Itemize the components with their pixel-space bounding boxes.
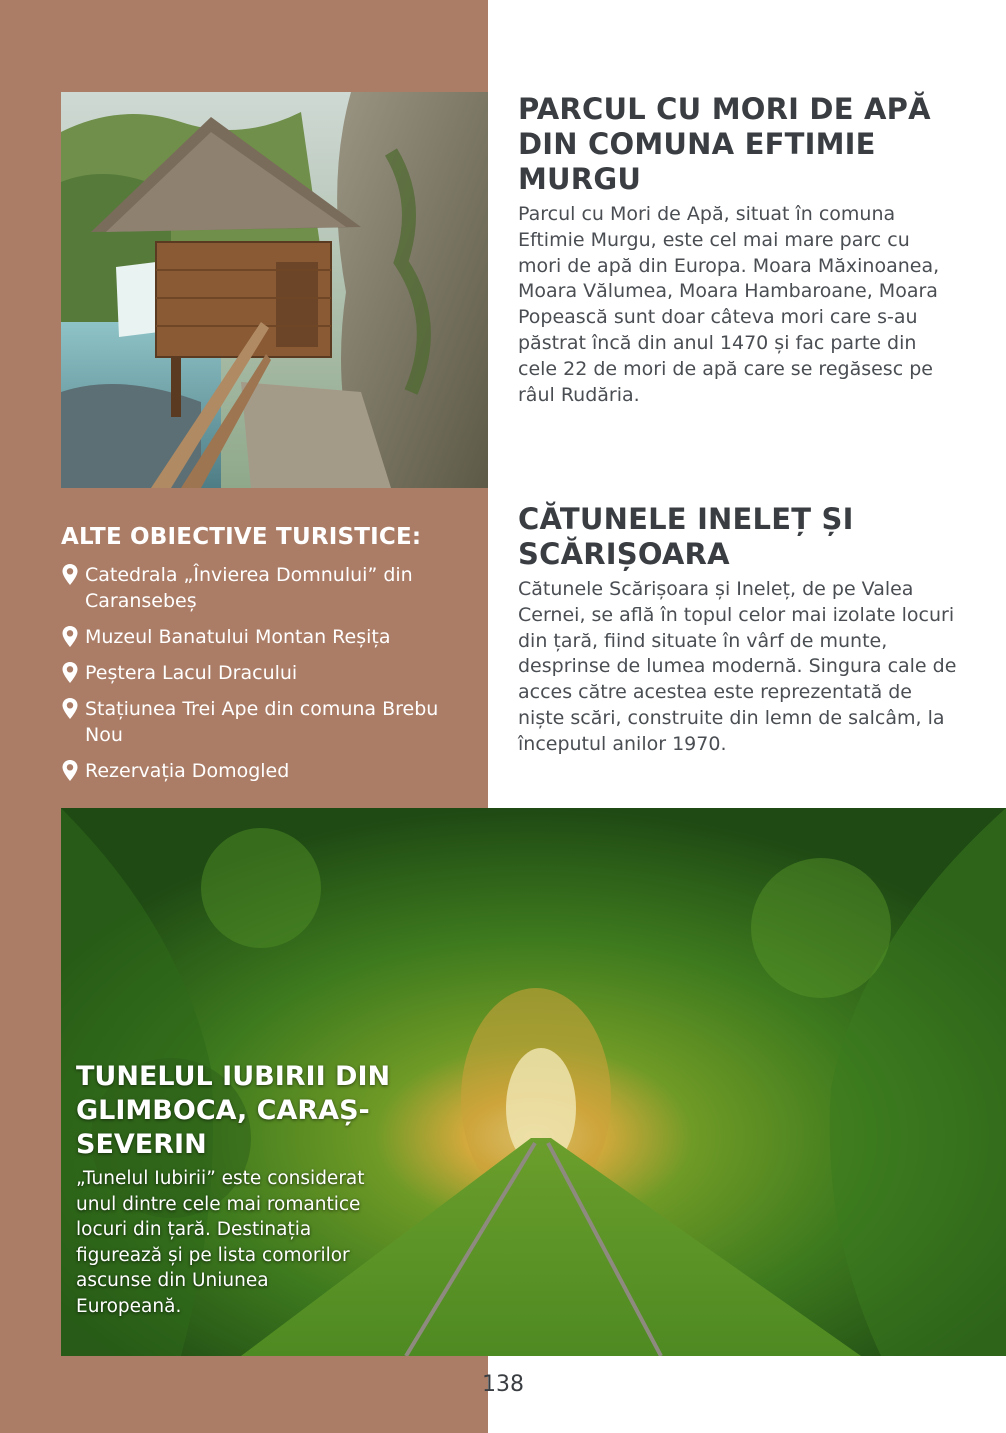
water-mills-title: PARCUL CU MORI DE APĂ DIN COMUNA EFTIMIE MURGU	[518, 92, 931, 196]
hamlets-title: CĂTUNELE INELEȚ ȘI SCĂRIȘOARA	[518, 502, 854, 571]
list-item-label: Peștera Lacul Dracului	[85, 662, 298, 684]
list-item	[61, 758, 476, 784]
tunnel-title: TUNELUL IUBIRII DIN GLIMBOCA, CARAȘ-SEVERIN	[76, 1061, 391, 1160]
page-number: 138	[482, 1372, 524, 1397]
water-mill-photo	[61, 92, 488, 488]
other-attractions-title: ALTE OBIECTIVE TURISTICE:	[61, 524, 422, 550]
location-pin-icon	[61, 624, 79, 650]
list-item-label: Catedrala „Învierea Domnului” din Caransebeș	[85, 564, 413, 612]
list-item	[61, 624, 476, 650]
other-attractions-list	[61, 562, 476, 794]
location-pin-icon	[61, 696, 79, 722]
hamlets-description: Cătunele Scărișoara și Ineleț, de pe Valea Cernei, se află în topul celor mai izolate locuri din țară, fiind situate în vârf de munte, desprinse de lumea modernă. Singura cale de acces către acestea este reprezentată de niște scări, construite din lemn de salcâm, la începutul anilor 1970.	[518, 578, 957, 755]
water-mills-description: Parcul cu Mori de Apă, situat în comuna Eftimie Murgu, este cel mai mare parc cu mori de apă din Europa. Moara Măxinoanea, Moara Vălumea, Moara Hambaroane, Moara Popească sunt doar câteva mori care s-au păstrat încă din anul 1470 și fac parte din cele 22 de mori de apă care se regăsesc pe râul Rudăria.	[518, 203, 940, 406]
location-pin-icon	[61, 562, 79, 588]
list-item-label: Rezervația Domogled	[85, 760, 290, 782]
list-item	[61, 660, 476, 686]
tunnel-description: „Tunelul Iubirii” este considerat unul dintre cele mai romantice locuri din țară. Destinația figurează și pe lista comorilor ascunse din Uniunea Europeană.	[76, 1168, 365, 1317]
list-item-label: Stațiunea Trei Ape din comuna Brebu Nou	[85, 698, 439, 746]
location-pin-icon	[61, 758, 79, 784]
list-item	[61, 696, 476, 748]
list-item	[61, 562, 476, 614]
location-pin-icon	[61, 660, 79, 686]
list-item-label: Muzeul Banatului Montan Reșița	[85, 626, 391, 648]
